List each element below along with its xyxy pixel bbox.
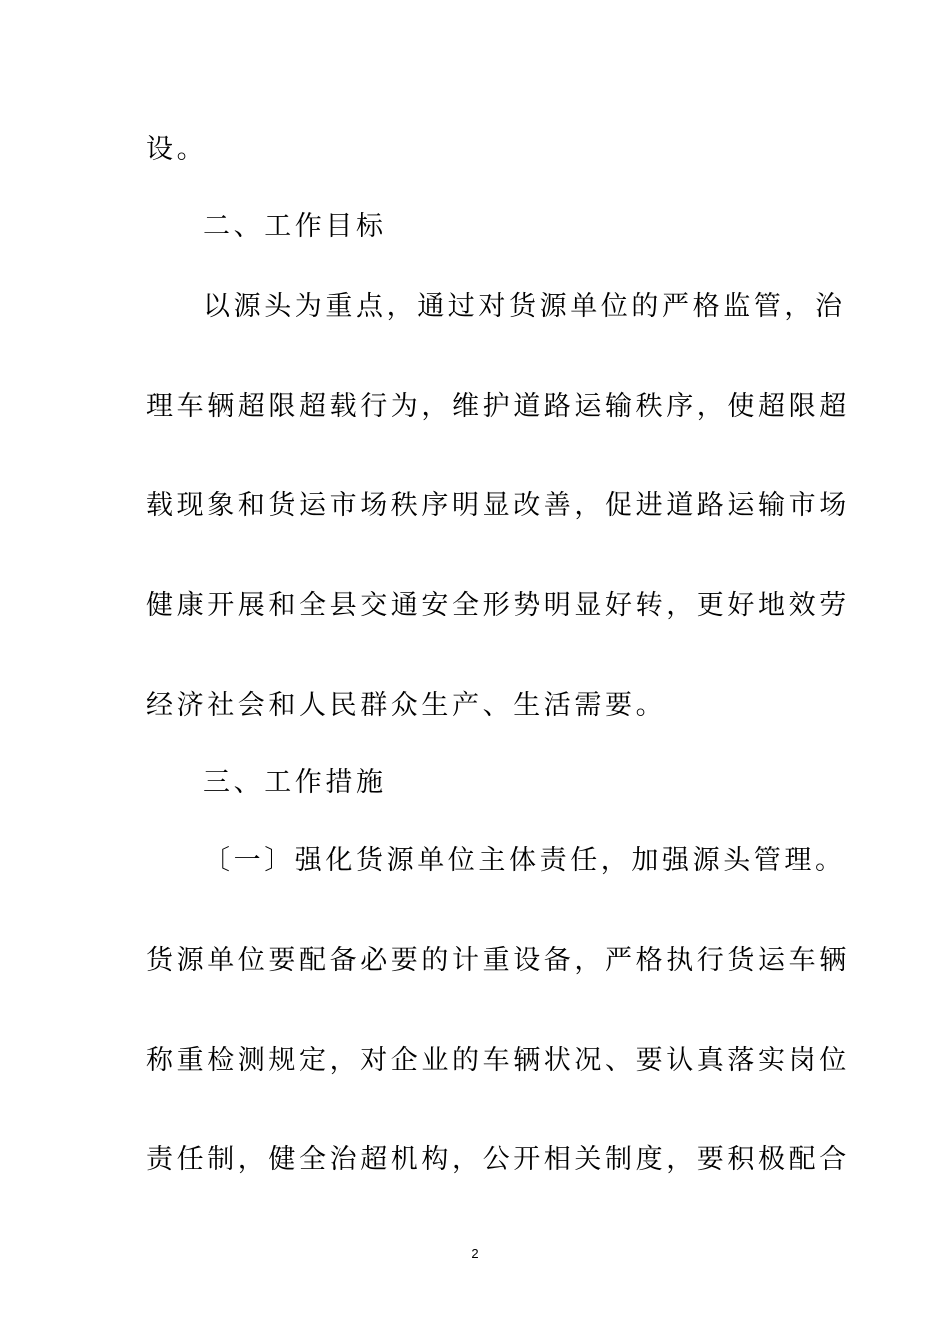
paragraph-line: 责任制，健全治超机构，公开相关制度，要积极配合 — [146, 1144, 850, 1175]
page-number: 2 — [471, 1246, 479, 1261]
subsection-heading: 〔一〕强化货源单位主体责任，加强源头管理。 — [203, 845, 846, 876]
paragraph-line: 称重检测规定，对企业的车辆状况、要认真落实岗位 — [146, 1045, 850, 1076]
section-heading-work-goals: 二、工作目标 — [203, 211, 387, 242]
paragraph-line: 经济社会和人民群众生产、生活需要。 — [146, 690, 667, 721]
section-heading-work-measures: 三、工作措施 — [203, 767, 387, 798]
paragraph-line: 货源单位要配备必要的计重设备，严格执行货运车辆 — [146, 945, 850, 976]
paragraph-line: 载现象和货运市场秩序明显改善，促进道路运输市场 — [146, 490, 850, 521]
paragraph-line: 健康开展和全县交通安全形势明显好转，更好地效劳 — [146, 590, 850, 621]
paragraph-line: 以源头为重点，通过对货源单位的严格监管，治 — [203, 291, 846, 322]
paragraph-line-continuation: 设。 — [146, 134, 208, 165]
paragraph-line: 理车辆超限超载行为，维护道路运输秩序，使超限超 — [146, 391, 850, 422]
